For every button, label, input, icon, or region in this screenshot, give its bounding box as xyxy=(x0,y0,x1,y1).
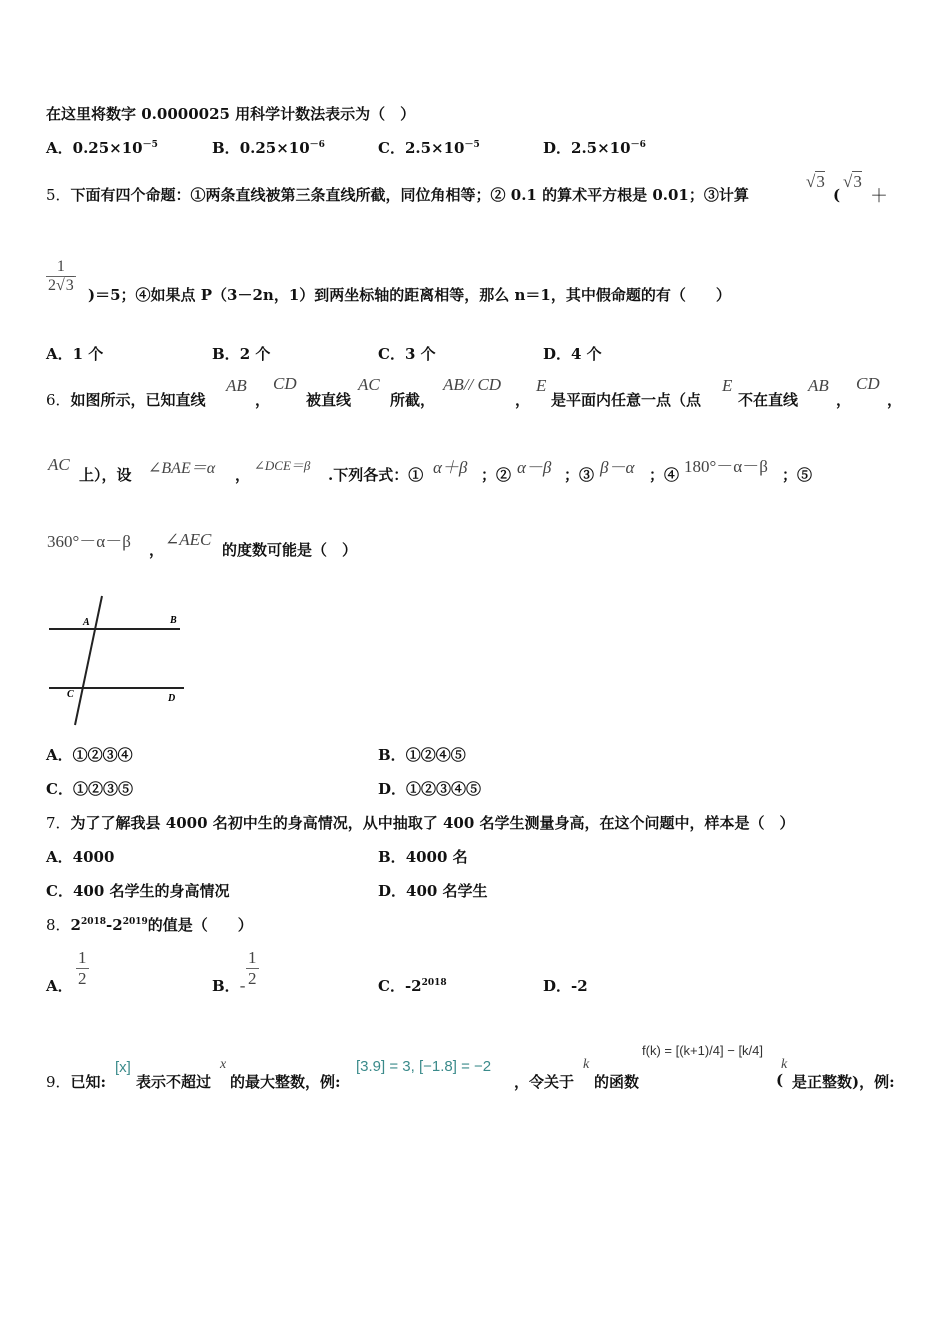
q5-option-d[interactable]: D．4 个 xyxy=(543,345,602,363)
q8-option-b-label[interactable]: B．- xyxy=(212,976,246,995)
q7-option-c[interactable]: C．400 名学生的身高情况 xyxy=(46,882,230,900)
q6-cd2: CD xyxy=(856,374,880,393)
q9-floor-x: [x] xyxy=(115,1059,131,1076)
q6-option-c[interactable]: C．①②③⑤ xyxy=(46,780,133,798)
q6-comma4: ， xyxy=(887,391,903,409)
q6-dce: ∠DCE＝β xyxy=(254,458,311,473)
q8-option-a-fraction[interactable]: $\frac{1}{2}$ xyxy=(78,948,87,988)
q7-option-d[interactable]: D．400 名学生 xyxy=(378,882,488,900)
q5-fraction: $\frac{1}{2√3}$ xyxy=(48,258,74,294)
q9-t5: 的函数 xyxy=(594,1073,640,1091)
q6-t6: 上），设 xyxy=(79,466,132,484)
q6-expr4: 180°－α－β xyxy=(684,457,768,476)
q6-e1: E xyxy=(536,376,547,395)
q5-stem-line1: 5．下面有四个命题：①两条直线被第三条直线所截，同位角相等；② 0.1 的算术平方根是 0.01；③计算 xyxy=(46,186,749,204)
q7-option-a[interactable]: A．4000 xyxy=(46,848,115,866)
q7-option-b[interactable]: B．4000 名 xyxy=(378,848,468,866)
transversal-ac xyxy=(75,596,102,725)
q6-bae: ∠BAE＝α xyxy=(148,460,216,477)
q6-t7: .下列各式：① xyxy=(328,466,424,484)
q6-comma2: ， xyxy=(515,391,531,409)
q9-t4: ，令关于 xyxy=(514,1073,575,1091)
q5-sqrt3-b: √3 xyxy=(843,172,862,191)
q8-stem: 8．$2^{2018}-2^{2019}$的值是（ ） xyxy=(46,916,253,934)
q6-comma5: ， xyxy=(235,466,251,484)
q4-option-c[interactable]: C．$2.5\times 10^{-5}$ xyxy=(378,139,480,157)
q6-comma3: ， xyxy=(836,391,852,409)
q6-t8: 的度数可能是（ ） xyxy=(222,541,358,559)
q6-ac: AC xyxy=(358,375,380,394)
q7-stem: 7．为了了解我县 4000 名初中生的身高情况，从中抽取了 400 名学生测量身高，在这个问题中，样本是（ ） xyxy=(46,814,795,832)
q6-num-text: 6．如图所示，已知直线 xyxy=(46,391,206,409)
q5-sqrt3-a: √3 xyxy=(806,172,825,191)
q9-k2: k xyxy=(781,1057,788,1072)
q6-ab2: AB xyxy=(808,376,829,395)
q9-t3: 的最大整数，例: xyxy=(230,1073,341,1091)
q5-paren: ( xyxy=(833,186,841,204)
q5-option-b[interactable]: B．2 个 xyxy=(212,345,271,363)
q6-sep4: ；④ xyxy=(649,466,680,484)
q6-ab: AB xyxy=(226,376,247,395)
q6-t5: 不在直线 xyxy=(738,391,799,409)
label-a: A xyxy=(83,617,90,628)
q9-t2: 表示不超过 xyxy=(136,1073,212,1091)
q6-aec: ∠AEC xyxy=(165,530,212,549)
q9-intro: 9．已知: xyxy=(46,1073,107,1091)
q5-stem-line2: )＝5；④如果点 P（3－2n，1）到两坐标轴的距离相等，那么 n＝1，其中假命题的有（ ） xyxy=(88,286,731,304)
q6-option-a[interactable]: A．①②③④ xyxy=(46,746,133,764)
q5-option-c[interactable]: C．3 个 xyxy=(378,345,436,363)
q4-stem: 在这里将数字 0.0000025 用科学计数法表示为（ ） xyxy=(46,105,416,123)
q9-function: f(k) = [(k+1)/4] − [k/4] xyxy=(642,1043,764,1058)
q8-option-a-label[interactable]: A． xyxy=(46,977,73,995)
q8-option-b-fraction[interactable]: $\frac{1}{2}$ xyxy=(248,948,257,988)
q4-option-b[interactable]: B．$0.25\times 10^{-6}$ xyxy=(212,139,325,157)
q6-t4: 是平面内任意一点（点 xyxy=(551,391,702,409)
q9-t6: ( xyxy=(776,1071,784,1089)
q6-ac2: AC xyxy=(48,455,70,474)
q5-plus: ＋ xyxy=(870,186,888,207)
q8-option-c[interactable]: C．$-2^{2018}$ xyxy=(378,977,447,995)
q6-expr2: α－β xyxy=(517,458,552,477)
q6-expr5: 360°－α－β xyxy=(47,532,131,551)
q6-sep5: ；⑤ xyxy=(782,466,813,484)
q6-option-b[interactable]: B．①②④⑤ xyxy=(378,746,466,764)
q6-parallel: AB// CD xyxy=(443,375,502,394)
q6-cd: CD xyxy=(273,374,297,393)
q5-option-a[interactable]: A．1 个 xyxy=(46,345,104,363)
q6-e2: E xyxy=(722,376,733,395)
label-d: D xyxy=(168,693,176,704)
q6-option-d[interactable]: D．①②③④⑤ xyxy=(378,780,482,798)
q9-k: k xyxy=(583,1057,590,1072)
q8-option-d[interactable]: D．-2 xyxy=(543,977,588,995)
q6-t2: 被直线 xyxy=(306,391,352,409)
label-c: C xyxy=(67,689,74,700)
q6-sep2: ；② xyxy=(481,466,512,484)
q6-expr3: β－α xyxy=(600,458,635,477)
q9-example: [3.9] = 3, [−1.8] = −2 xyxy=(356,1058,492,1075)
q6-comma6: ， xyxy=(149,541,165,559)
label-b: B xyxy=(170,615,177,626)
q6-comma1: ， xyxy=(255,391,271,409)
q9-x: x xyxy=(220,1057,227,1072)
q4-option-a[interactable]: A．$0.25\times 10^{-5}$ xyxy=(46,139,158,157)
q6-expr1: α＋β xyxy=(433,458,468,477)
q6-t3: 所截， xyxy=(390,391,436,409)
q6-sep3: ；③ xyxy=(564,466,595,484)
q4-option-d[interactable]: D．$2.5\times 10^{-6}$ xyxy=(543,139,646,157)
q9-t7: 是正整数)，例: xyxy=(792,1073,895,1091)
parallel-lines-figure xyxy=(46,594,191,728)
